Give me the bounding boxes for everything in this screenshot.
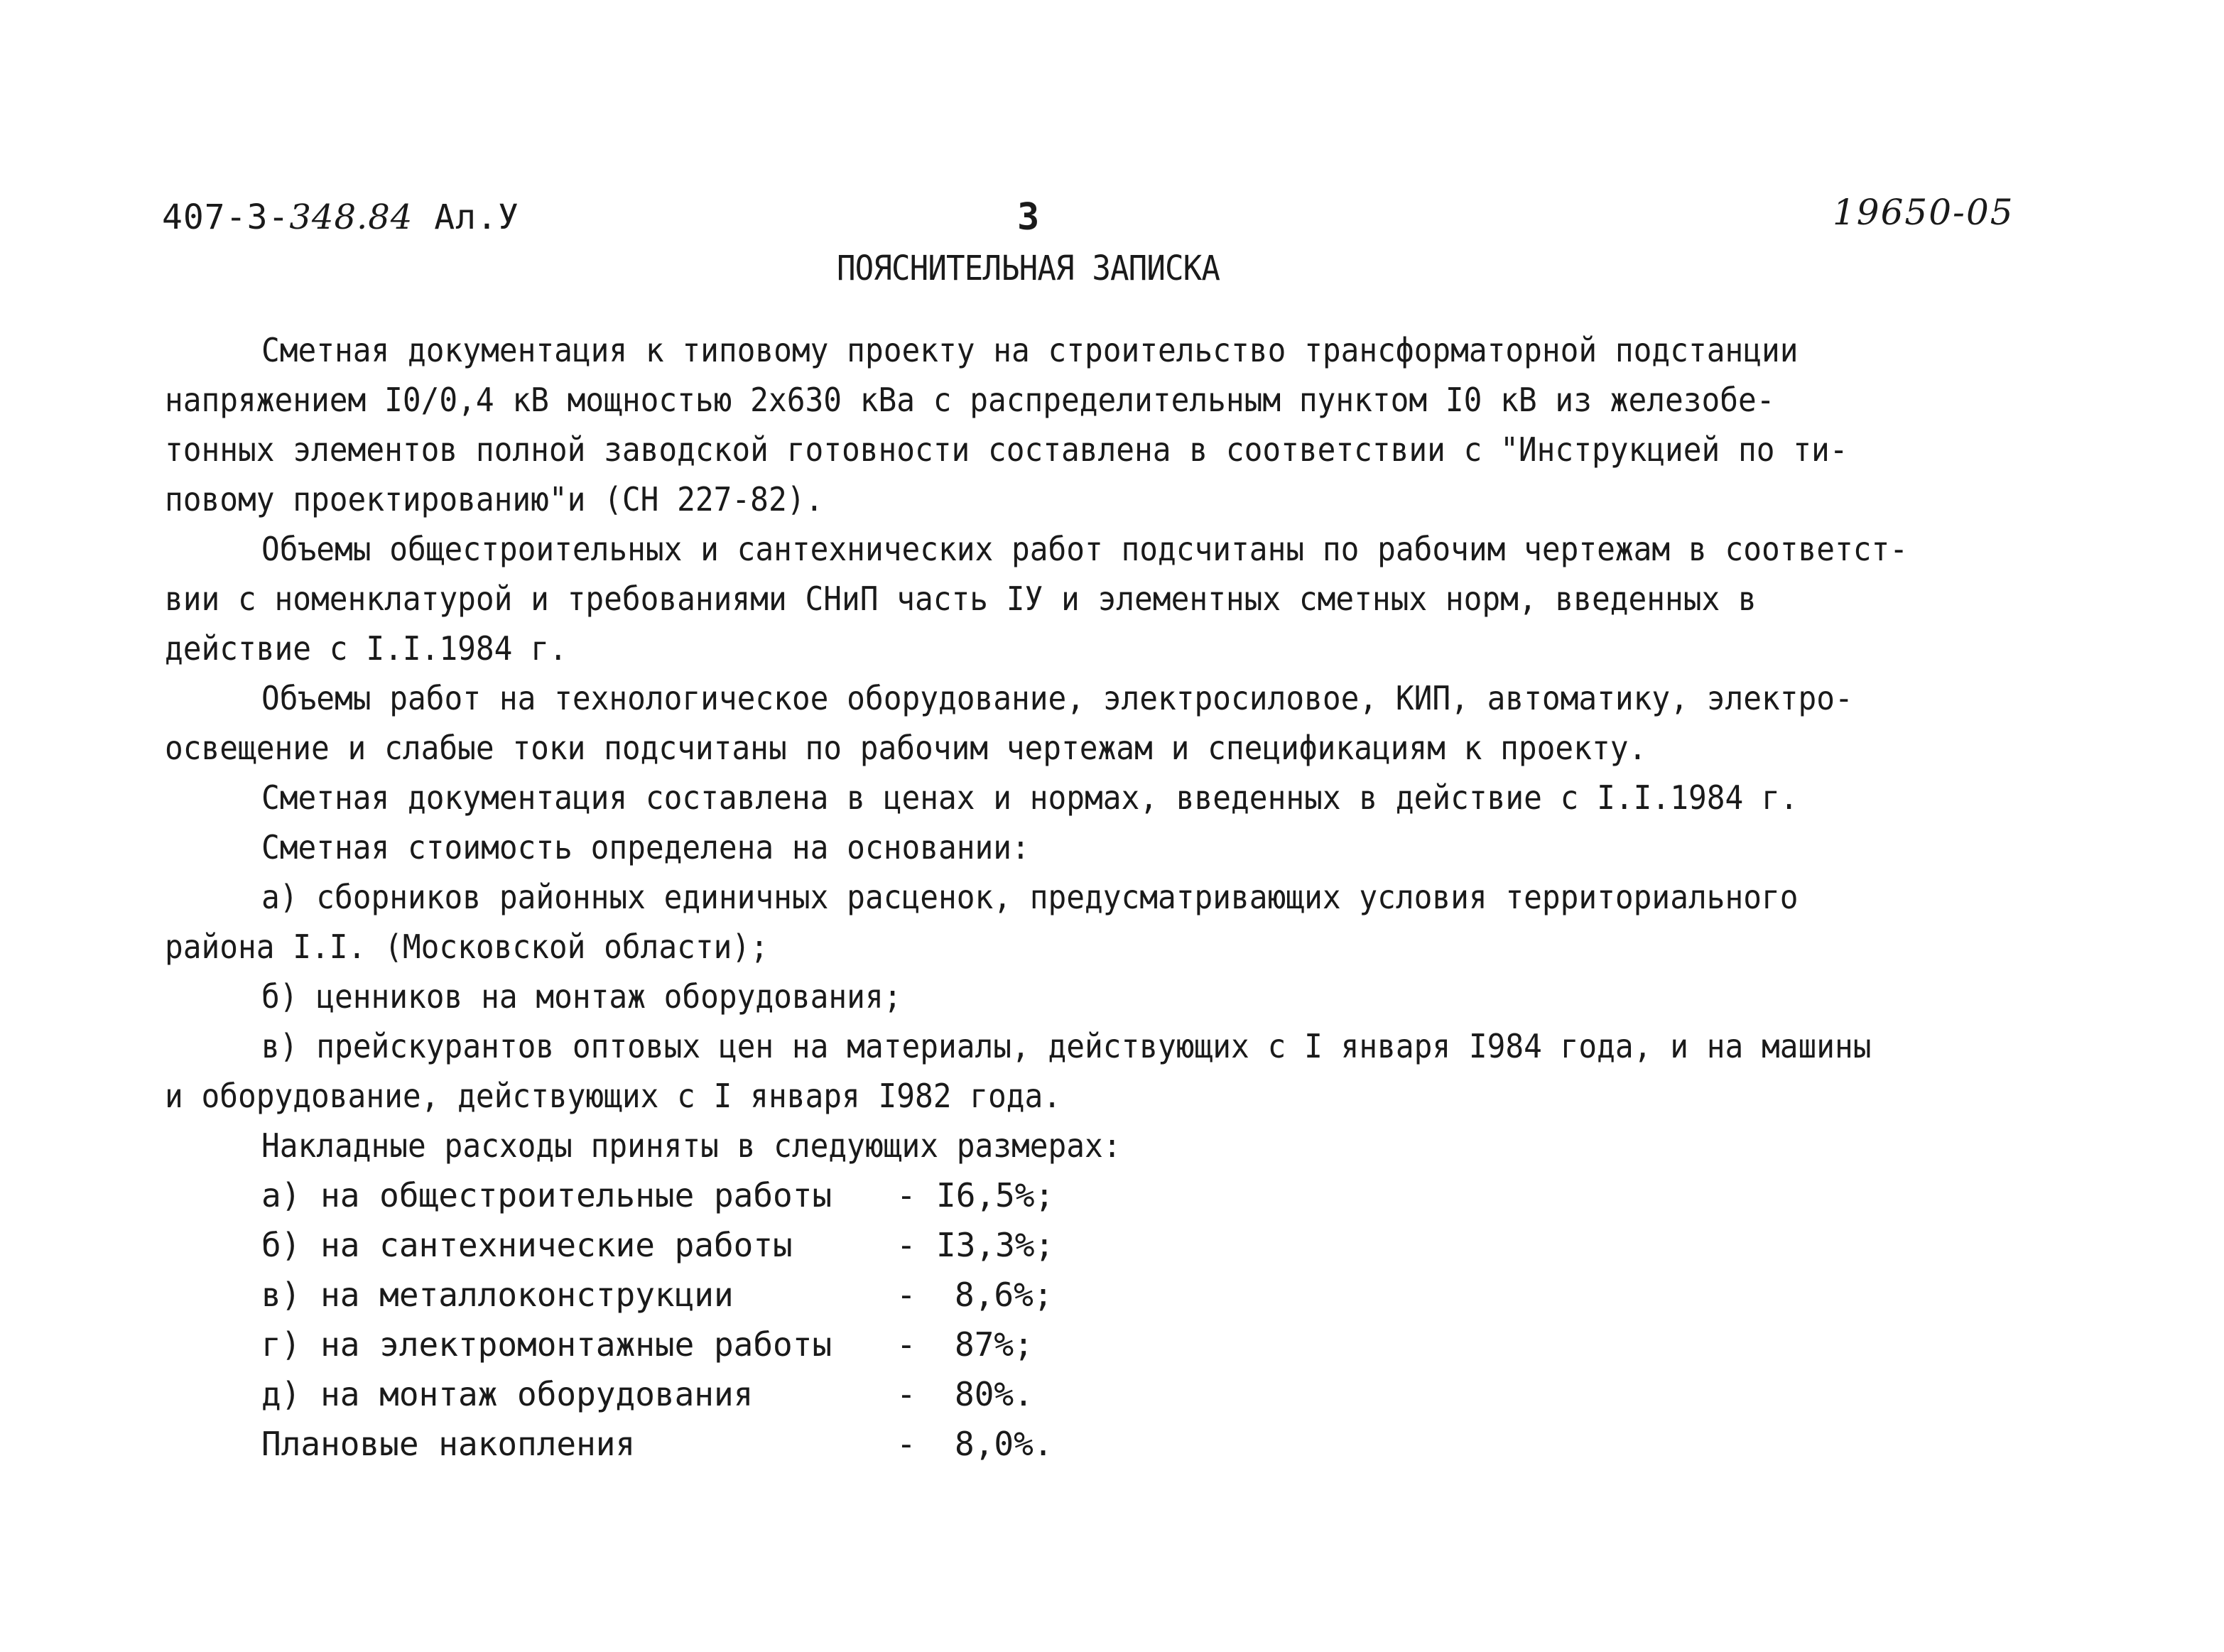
project-code-handwritten: 348.84: [289, 197, 413, 237]
list-item: в) прейскурантов оптовых цен на материалы, действующих с I января I984 года, и на машины: [261, 1027, 1872, 1065]
list-item: а) сборников районных единичных расценок, предусматривающих условия территориального: [261, 878, 1799, 916]
text-line: Накладные расходы приняты в следующих размерах:: [261, 1126, 1122, 1165]
rate-value: I3,3%;: [936, 1226, 1055, 1264]
rate-dash: -: [896, 1226, 916, 1264]
rate-value: I6,5%;: [936, 1176, 1055, 1214]
text-line: Объемы работ на технологическое оборудование, электросиловое, КИП, автоматику, электро-: [261, 679, 1853, 717]
rate-dash: -: [896, 1325, 916, 1364]
rate-dash: -: [896, 1425, 916, 1463]
text-line: действие с I.I.1984 г.: [165, 629, 568, 668]
text-line: Сметная стоимость определена на основании:: [261, 828, 1030, 866]
rate-label: а) на общестроительные работы: [261, 1176, 832, 1214]
list-item: б) ценников на монтаж оборудования;: [261, 977, 902, 1016]
list-item: района I.I. (Московской области);: [165, 928, 769, 966]
page-number: 3: [1017, 196, 1040, 239]
rate-value: 80%.: [955, 1375, 1034, 1413]
rate-dash: -: [896, 1375, 916, 1413]
page-title: ПОЯСНИТЕЛЬНАЯ ЗАПИСКА: [837, 249, 1220, 288]
project-code: [162, 197, 519, 237]
rate-label: д) на монтаж оборудования: [261, 1375, 754, 1413]
rate-value: 87%;: [955, 1325, 1034, 1364]
text-line: тонных элементов полной заводской готовности составлена в соответствии с "Инструкцией по ти-: [165, 430, 1848, 469]
rate-label: в) на металлоконструкции: [261, 1276, 734, 1314]
text-line: освещение и слабые токи подсчитаны по рабочим чертежам и спецификациям к проекту.: [165, 729, 1647, 767]
text-line: напряжением I0/0,4 кВ мощностью 2х630 кВа с распределительным пунктом I0 кВ из железобе-: [165, 381, 1775, 419]
text-line: Объемы общестроительных и сантехнических работ подсчитаны по рабочим чертежам в соответст-: [261, 530, 1909, 568]
list-item: и оборудование, действующих с I января I982 года.: [165, 1077, 1062, 1115]
album-number: Ал.У: [434, 197, 519, 237]
rate-label: г) на электромонтажные работы: [261, 1325, 832, 1364]
text-line: вии с номенклатурой и требованиями СНиП часть IУ и элементных сметных норм, введенных в: [165, 580, 1757, 618]
document-number: 19650-05: [1833, 192, 2014, 233]
text-line: Сметная документация составлена в ценах и нормах, введенных в действие с I.I.1984 г.: [261, 778, 1799, 817]
project-code-typed: 407-3-: [162, 197, 290, 237]
rate-dash: -: [896, 1276, 916, 1314]
rate-label: б) на сантехнические работы: [261, 1226, 793, 1264]
rate-label: Плановые накопления: [261, 1425, 636, 1463]
rate-dash: -: [896, 1176, 916, 1214]
text-line: Сметная документация к типовому проекту на строительство трансформаторной подстанции: [261, 331, 1799, 369]
rate-value: 8,0%.: [955, 1425, 1053, 1463]
rate-value: 8,6%;: [955, 1276, 1053, 1314]
text-line: повому проектированию"и (СН 227-82).: [165, 480, 824, 518]
